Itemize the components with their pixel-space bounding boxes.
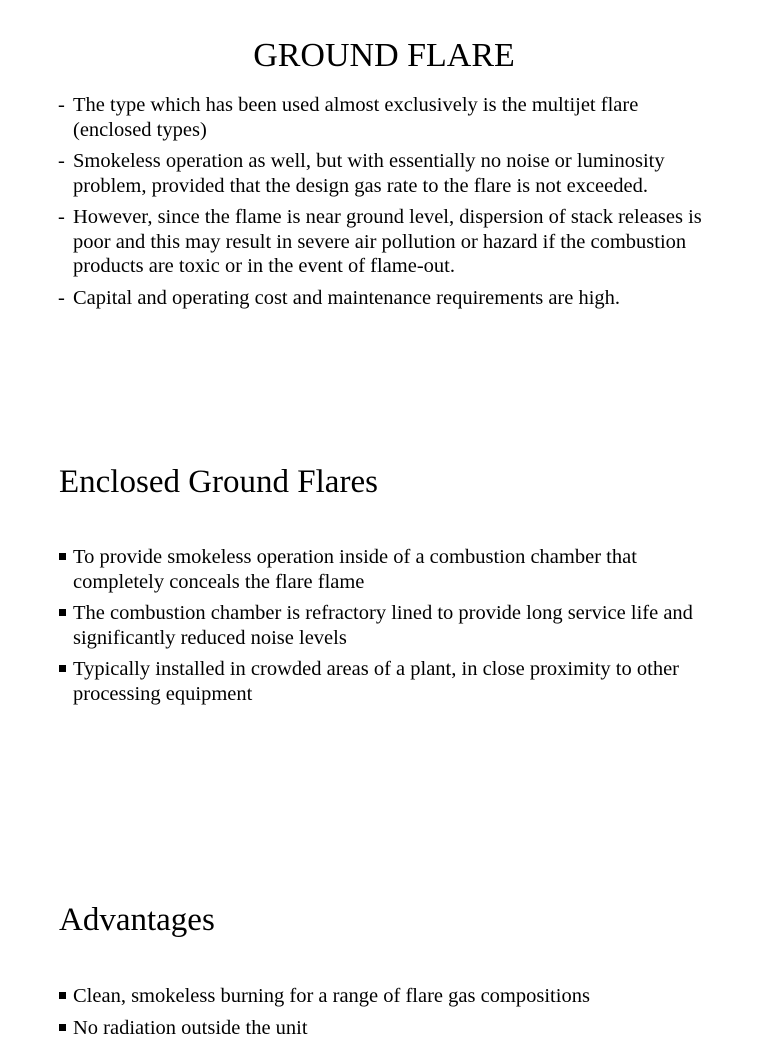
list-item	[58, 545, 718, 594]
advantages-list	[58, 984, 718, 1047]
list-item	[58, 1016, 718, 1041]
square-bullet-icon	[59, 992, 66, 999]
list-item-text: The combustion chamber is refractory lined to provide long service life and significantly reduced noise levels	[73, 602, 693, 649]
section-heading-enclosed-ground-flares: Enclosed Ground Flares	[59, 464, 378, 500]
list-item-text: However, since the flame is near ground level, dispersion of stack releases is poor and this may result in severe air pollution or hazard if the combustion products are toxic or in the event of flame-out.	[73, 206, 702, 277]
dash-bullet: -	[58, 286, 65, 309]
dash-bullet: -	[58, 94, 65, 116]
page-title: GROUND FLARE	[253, 37, 515, 74]
ground-flare-list	[58, 93, 718, 317]
list-item-text: Clean, smokeless burning for a range of flare gas compositions	[73, 985, 590, 1007]
list-item-text: The type which has been used almost exclusively is the multijet flare (enclosed types)	[73, 94, 639, 141]
list-item-text: Capital and operating cost and maintenance requirements are high.	[73, 286, 621, 309]
list-item	[58, 93, 718, 142]
list-item-text: Smokeless operation as well, but with essentially no noise or luminosity problem, provided that the design gas rate to the flare is not exceeded.	[73, 150, 665, 197]
list-item	[58, 984, 718, 1009]
dash-bullet: -	[58, 150, 65, 172]
list-item-text: Typically installed in crowded areas of a plant, in close proximity to other processing equipment	[73, 658, 679, 705]
list-item	[58, 205, 718, 279]
list-item	[58, 657, 718, 706]
square-bullet-icon	[59, 1024, 66, 1031]
section-heading-advantages: Advantages	[59, 902, 215, 938]
list-item-text: No radiation outside the unit	[73, 1016, 308, 1039]
list-item-text: To provide smokeless operation inside of a combustion chamber that completely conceals the flare flame	[73, 546, 637, 593]
dash-bullet: -	[58, 206, 65, 228]
square-bullet-icon	[59, 665, 66, 672]
square-bullet-icon	[59, 609, 66, 616]
list-item	[58, 601, 718, 650]
list-item	[58, 286, 718, 311]
enclosed-ground-flares-list	[58, 545, 718, 713]
square-bullet-icon	[59, 553, 66, 560]
list-item	[58, 149, 718, 198]
